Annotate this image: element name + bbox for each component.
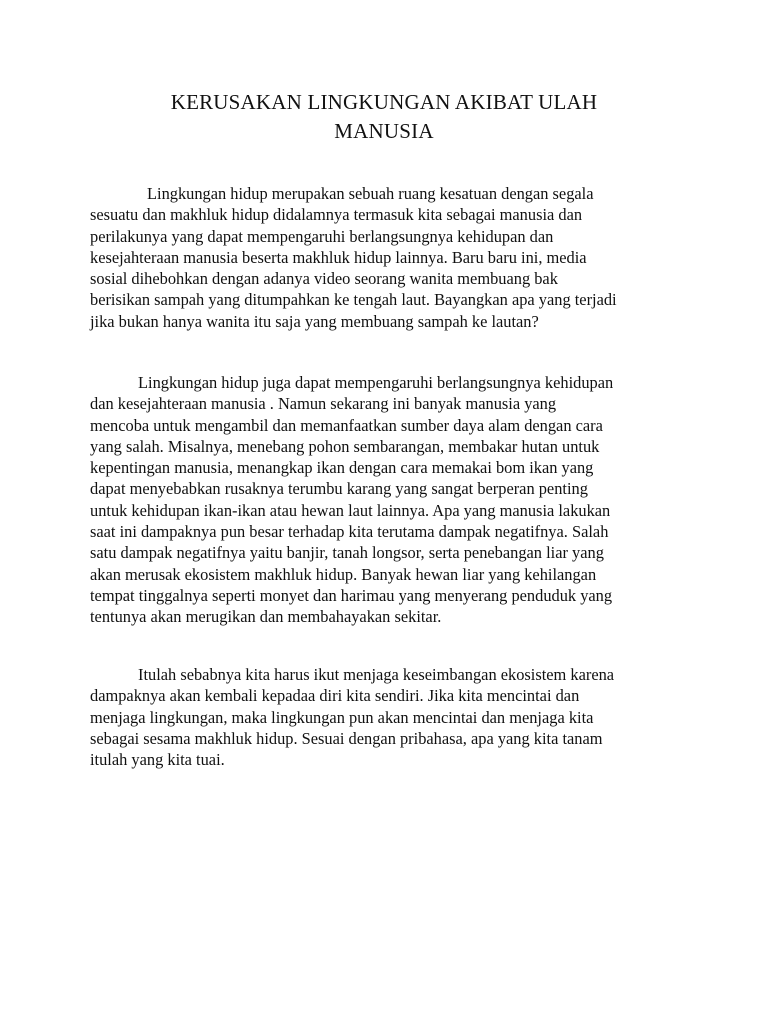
paragraph-line: dampaknya akan kembali kepadaa diri kita sendiri. Jika kita mencintai dan xyxy=(90,686,580,706)
paragraph-line: satu dampak negatifnya yaitu banjir, tanah longsor, serta penebangan liar yang xyxy=(90,543,604,563)
paragraph-line: saat ini dampaknya pun besar terhadap kita terutama dampak negatifnya. Salah xyxy=(90,522,609,542)
paragraph-2 xyxy=(90,372,710,628)
paragraph-line: untuk kehidupan ikan-ikan atau hewan laut lainnya. Apa yang manusia lakukan xyxy=(90,500,611,520)
paragraph-line: Itulah sebabnya kita harus ikut menjaga keseimbangan ekosistem karena xyxy=(138,665,615,684)
document-title xyxy=(90,88,678,146)
paragraph-line: dapat menyebabkan rusaknya terumbu karang yang sangat berperan penting xyxy=(90,479,588,499)
paragraph-line: tentunya akan merugikan dan membahayakan sekitar. xyxy=(90,607,442,627)
paragraph-line: itulah yang kita tuai. xyxy=(90,750,225,770)
paragraph-line: tempat tinggalnya seperti monyet dan harimau yang menyerang penduduk yang xyxy=(90,585,613,605)
paragraph-line: sosial dihebohkan dengan adanya video seorang wanita membuang bak xyxy=(90,269,558,289)
paragraph-line: sesuatu dan makhluk hidup didalamnya termasuk kita sebagai manusia dan xyxy=(90,205,583,225)
paragraph-line: yang salah. Misalnya, menebang pohon sembarangan, membakar hutan untuk xyxy=(90,436,600,456)
paragraph-line: mencoba untuk mengambil dan memanfaatkan sumber daya alam dengan cara xyxy=(90,415,603,435)
paragraph-line: sebagai sesama makhluk hidup. Sesuai dengan pribahasa, apa yang kita tanam xyxy=(90,728,603,748)
paragraph-line: berisikan sampah yang ditumpahkan ke tengah laut. Bayangkan apa yang terjadi xyxy=(90,290,617,310)
paragraph-line: Lingkungan hidup juga dapat mempengaruhi berlangsungnya kehidupan xyxy=(138,373,614,392)
paragraph-line: kepentingan manusia, menangkap ikan dengan cara memakai bom ikan yang xyxy=(90,458,594,478)
paragraph-line: kesejahteraan manusia beserta makhluk hidup lainnya. Baru baru ini, media xyxy=(90,247,587,267)
paragraph-3 xyxy=(90,664,710,770)
paragraph-1 xyxy=(90,183,710,332)
paragraph-line: dan kesejahteraan manusia . Namun sekarang ini banyak manusia yang xyxy=(90,394,557,414)
paragraph-line: perilakunya yang dapat mempengaruhi berlangsungnya kehidupan dan xyxy=(90,226,554,246)
paragraph-line: Lingkungan hidup merupakan sebuah ruang kesatuan dengan segala xyxy=(147,184,594,203)
title-line: KERUSAKAN LINGKUNGAN AKIBAT ULAH xyxy=(170,90,598,114)
title-line: MANUSIA xyxy=(334,119,434,143)
paragraph-line: menjaga lingkungan, maka lingkungan pun akan mencintai dan menjaga kita xyxy=(90,707,594,727)
paragraph-line: akan merusak ekosistem makhluk hidup. Banyak hewan liar yang kehilangan xyxy=(90,564,597,584)
paragraph-line: jika bukan hanya wanita itu saja yang membuang sampah ke lautan? xyxy=(90,311,539,331)
